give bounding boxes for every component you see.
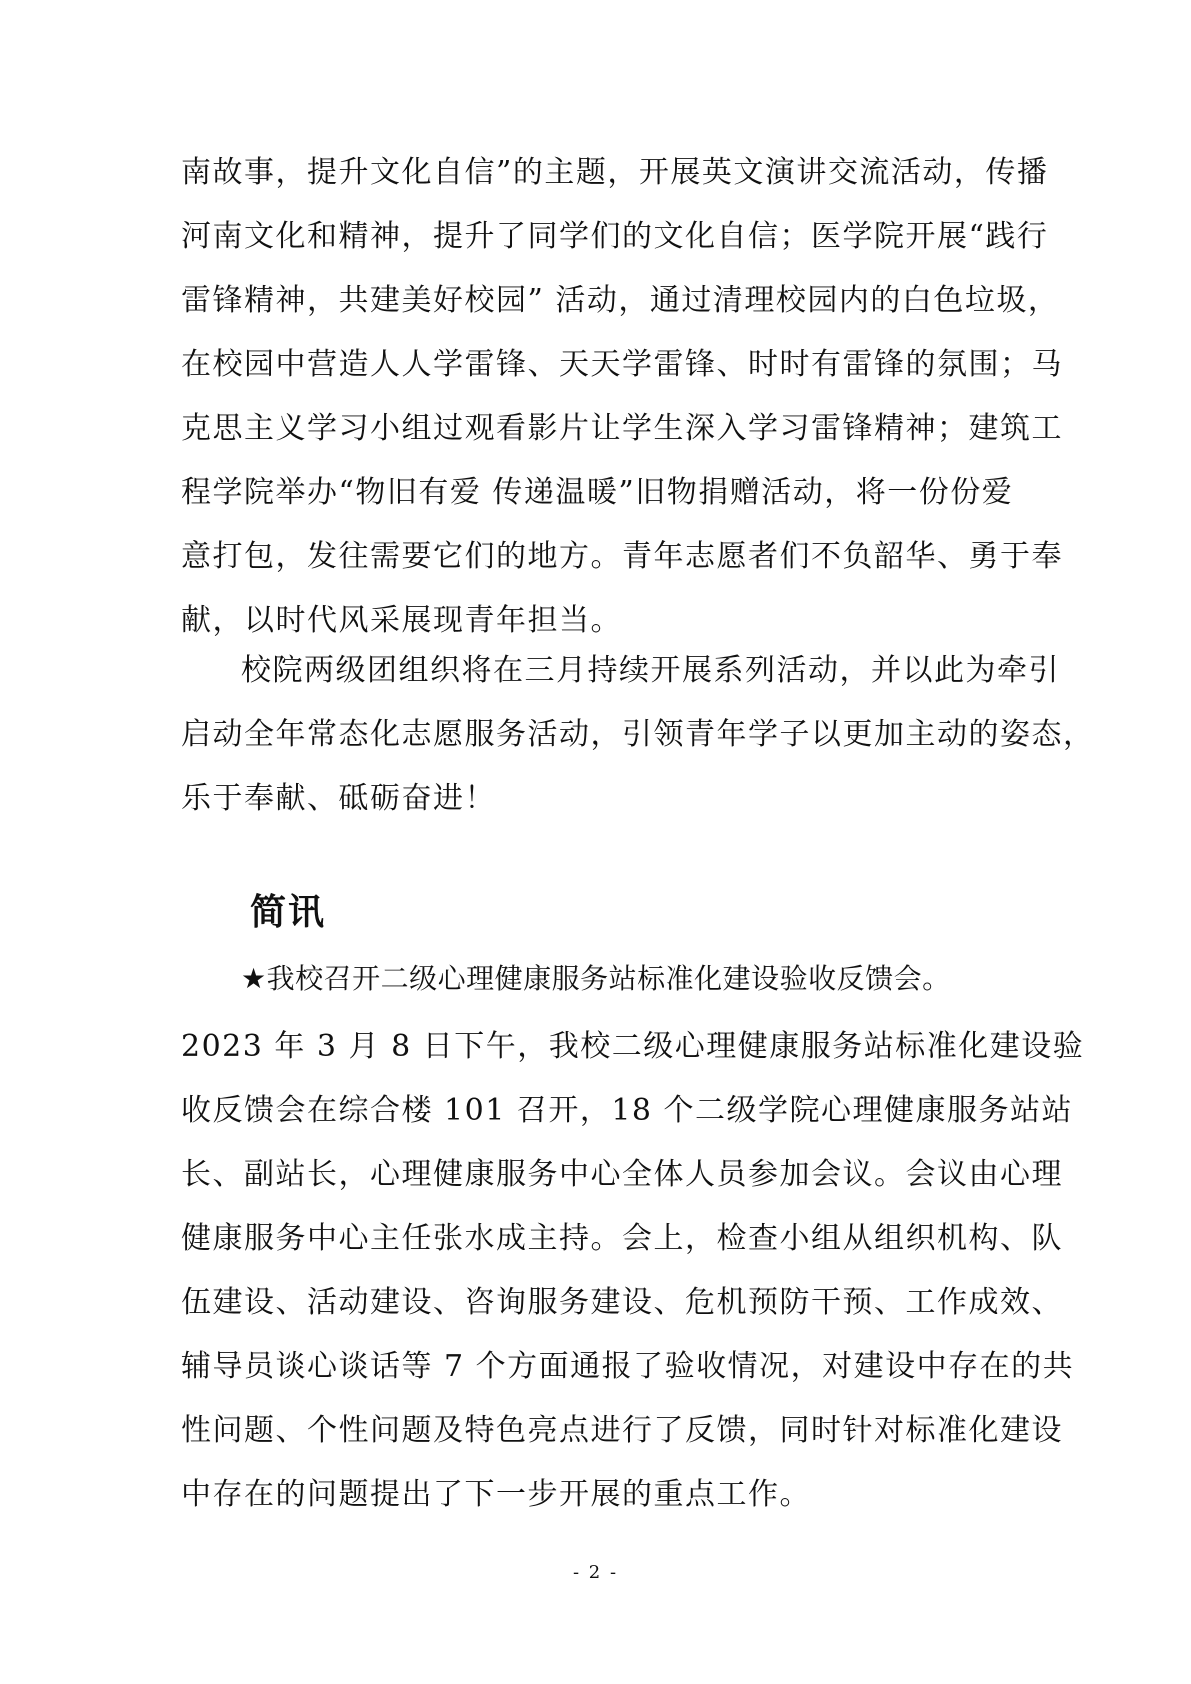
paragraph-line: 南故事，提升文化自信”的主题，开展英文演讲交流活动，传播	[181, 155, 1049, 190]
body-paragraph	[181, 639, 1095, 831]
paragraph-line: 雷锋精神，共建美好校园” 活动，通过清理校园内的白色垃圾，	[181, 283, 1060, 318]
paragraph-line: 启动全年常态化志愿服务活动，引领青年学子以更加主动的姿态，	[181, 717, 1095, 752]
section-heading: 简讯	[250, 892, 327, 933]
paragraph-line: 程学院举办“物旧有爱 传递温暖”旧物捐赠活动，将一份份爱	[181, 475, 1014, 510]
paragraph-line: 收反馈会在综合楼 101 召开，18 个二级学院心理健康服务站站	[181, 1093, 1074, 1128]
paragraph-line: 性问题、个性问题及特色亮点进行了反馈，同时针对标准化建设	[181, 1413, 1063, 1448]
paragraph-line: 克思主义学习小组过观看影片让学生深入学习雷锋精神；建筑工	[181, 411, 1063, 446]
paragraph-line: 中存在的问题提出了下一步开展的重点工作。	[181, 1477, 811, 1512]
paragraph-line: 校院两级团组织将在三月持续开展系列活动，并以此为牵引	[241, 653, 1060, 688]
paragraph-line: 乐于奉献、砥砺奋进！	[181, 781, 496, 816]
paragraph-line: 意打包，发往需要它们的地方。青年志愿者们不负韶华、勇于奉	[181, 539, 1063, 574]
news-body	[181, 1015, 1085, 1527]
paragraph-line: 健康服务中心主任张水成主持。会上，检查小组从组织机构、队	[181, 1221, 1063, 1256]
news-headline: ★我校召开二级心理健康服务站标准化建设验收反馈会。	[241, 962, 951, 995]
body-paragraph-continued	[181, 141, 1063, 653]
paragraph-line: 2023 年 3 月 8 日下午，我校二级心理健康服务站标准化建设验	[181, 1029, 1085, 1064]
paragraph-line: 河南文化和精神，提升了同学们的文化自信；医学院开展“践行	[181, 219, 1049, 254]
page-number: - 2 -	[572, 1562, 619, 1583]
paragraph-line: 辅导员谈心谈话等 7 个方面通报了验收情况，对建设中存在的共	[181, 1349, 1075, 1384]
paragraph-line: 伍建设、活动建设、咨询服务建设、危机预防干预、工作成效、	[181, 1285, 1063, 1320]
paragraph-line: 献，以时代风采展现青年担当。	[181, 603, 622, 638]
paragraph-line: 在校园中营造人人学雷锋、天天学雷锋、时时有雷锋的氛围；马	[181, 347, 1063, 382]
paragraph-line: 长、副站长，心理健康服务中心全体人员参加会议。会议由心理	[181, 1157, 1063, 1192]
